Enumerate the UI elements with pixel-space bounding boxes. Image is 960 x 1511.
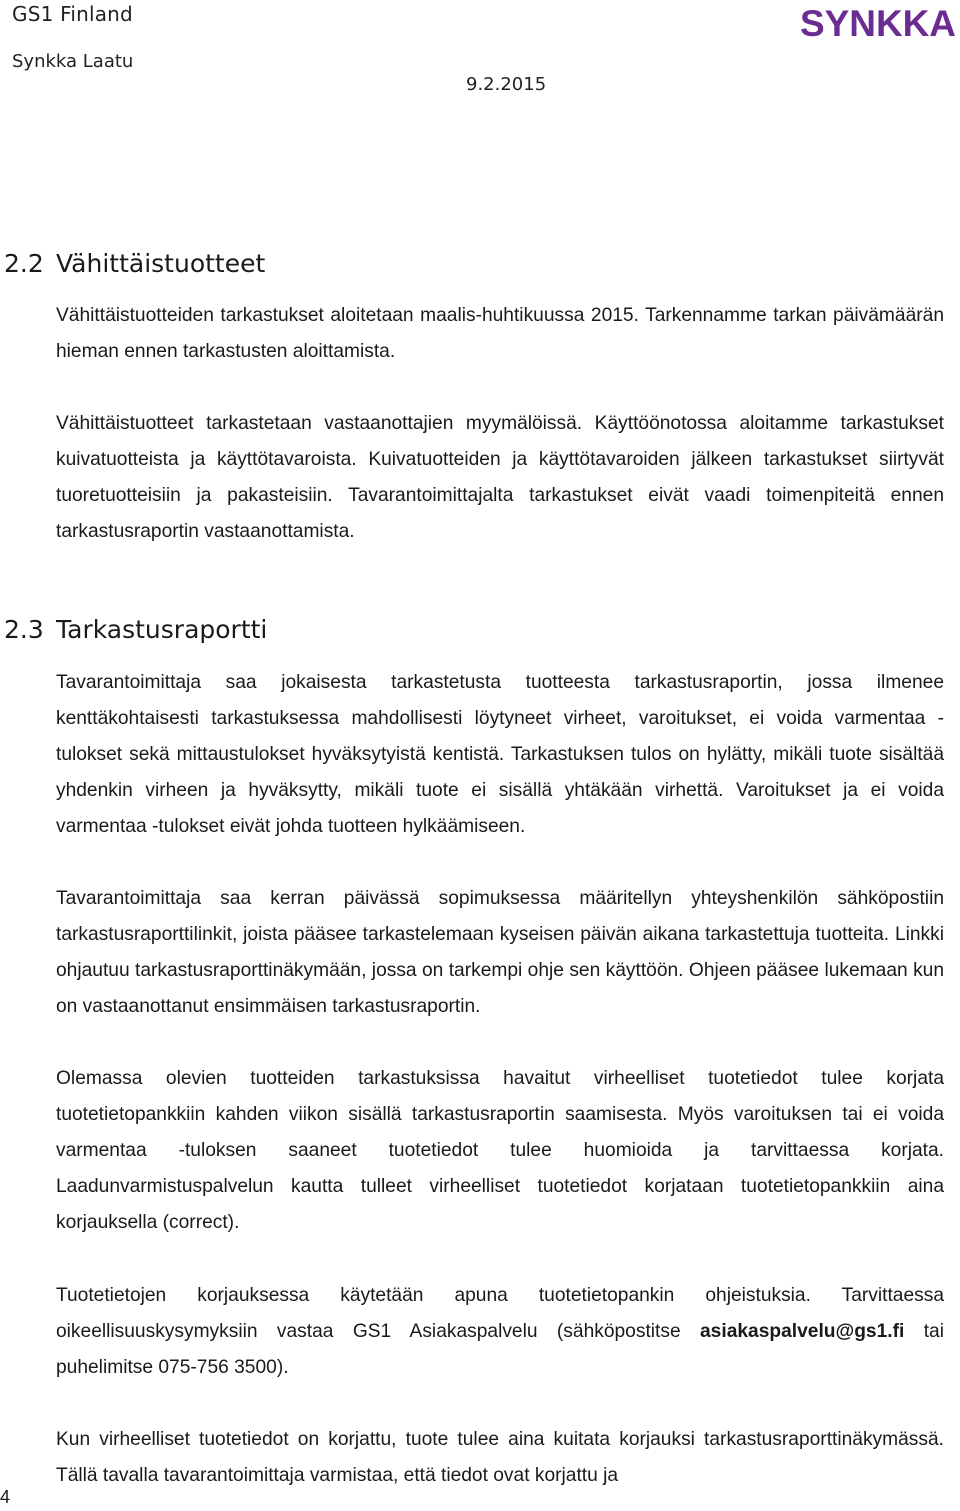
section-title: Vähittäistuotteet: [56, 249, 266, 278]
synkka-logo: [800, 3, 958, 41]
section-number: 2.3: [4, 615, 44, 644]
paragraph: Olemassa olevien tuotteiden tarkastuksissa havaitut virheelliset tuotetiedot tulee korjata tuotetietopankkiin kahden viikon sisällä tarkastusraportin saamisesta. Myös varoituksen tai ei voida varmentaa -tuloksen saaneet tuotetiedot tulee huomioida ja tarvittaessa korjata. Laadunvarmistuspalvelun kautta tulleet virheelliset tuotetiedot korjataan tuotetietopankkiin aina korjauksella (correct).: [56, 1068, 944, 1233]
section-heading-2-3: [4, 615, 267, 644]
page-number: 4: [0, 1487, 11, 1507]
paragraph: Tavarantoimittaja saa jokaisesta tarkastetusta tuotteesta tarkastusraportin, jossa ilmenee kenttäkohtaisesti tarkastuksessa mahdollisesti löytyneet virheet, varoitukset, ei voida varmentaa -tulokset sekä mittaustulokset hyväksytyistä kentistä. Tarkastuksen tulos on hylätty, mikäli tuote sisältää yhdenkin virheen ja hyväksytty, mikäli tuote ei sisällä yhtäkään virhettä. Varoitukset ja ei voida varmentaa -tulokset eivät johda tuotteen hylkäämiseen.: [56, 672, 944, 837]
support-paragraph: [56, 1278, 944, 1386]
paragraph: Tavarantoimittaja saa kerran päivässä sopimuksessa määritellyn yhteyshenkilön sähköpostiin tarkastusraporttilinkit, joista pääsee tarkastelemaan kyseisen päivän aikana tarkastettuja tuotteita. Linkki ohjautuu tarkastusraporttinäkymään, jossa on tarkempi ohje sen käyttöön. Ohjeen pääsee lukemaan kun on vastaanottanut ensimmäisen tarkastusraportin.: [56, 888, 944, 1017]
header-document-title: Synkka Laatu: [12, 51, 134, 72]
paragraph: Vähittäistuotteet tarkastetaan vastaanottajien myymälöissä. Käyttöönotossa aloitamme tarkastukset kuivatuotteista ja käyttötavaroista. Kuivatuotteiden ja käyttötavaroiden jälkeen tarkastukset siirtyvät tuoretuotteisiin ja pakasteisiin. Tavarantoimittajalta tarkastukset eivät vaadi toimenpiteitä ennen tarkastusraportin vastaanottamista.: [56, 413, 944, 542]
section-number: 2.2: [4, 249, 44, 278]
header-date: 9.2.2015: [466, 74, 547, 95]
section-title: Tarkastusraportti: [56, 615, 268, 644]
support-text-after: tai puhelimitse 075-756 3500).: [56, 1321, 944, 1378]
support-text-before: Tuotetietojen korjauksessa käytetään apuna tuotetietopankin ohjeistuksia. Tarvittaessa oikeellisuuskysymyksiin vastaa GS1 Asiakaspalvelu (sähköpostitse: [56, 1285, 944, 1342]
header-organization: GS1 Finland: [12, 2, 133, 26]
paragraph: Vähittäistuotteiden tarkastukset aloitetaan maalis-huhtikuussa 2015. Tarkennamme tarkan päivämäärän hieman ennen tarkastusten aloittamista.: [56, 305, 944, 362]
paragraph: Kun virheelliset tuotetiedot on korjattu, tuote tulee aina kuitata korjauksi tarkastusraporttinäkymässä. Tällä tavalla tavarantoimittaja varmistaa, että tiedot ovat korjattu ja: [56, 1429, 944, 1486]
logo-text: SYNKKA: [800, 3, 956, 41]
section-heading-2-2: [4, 249, 265, 278]
support-email-link[interactable]: asiakaspalvelu@gs1.fi: [700, 1321, 905, 1342]
